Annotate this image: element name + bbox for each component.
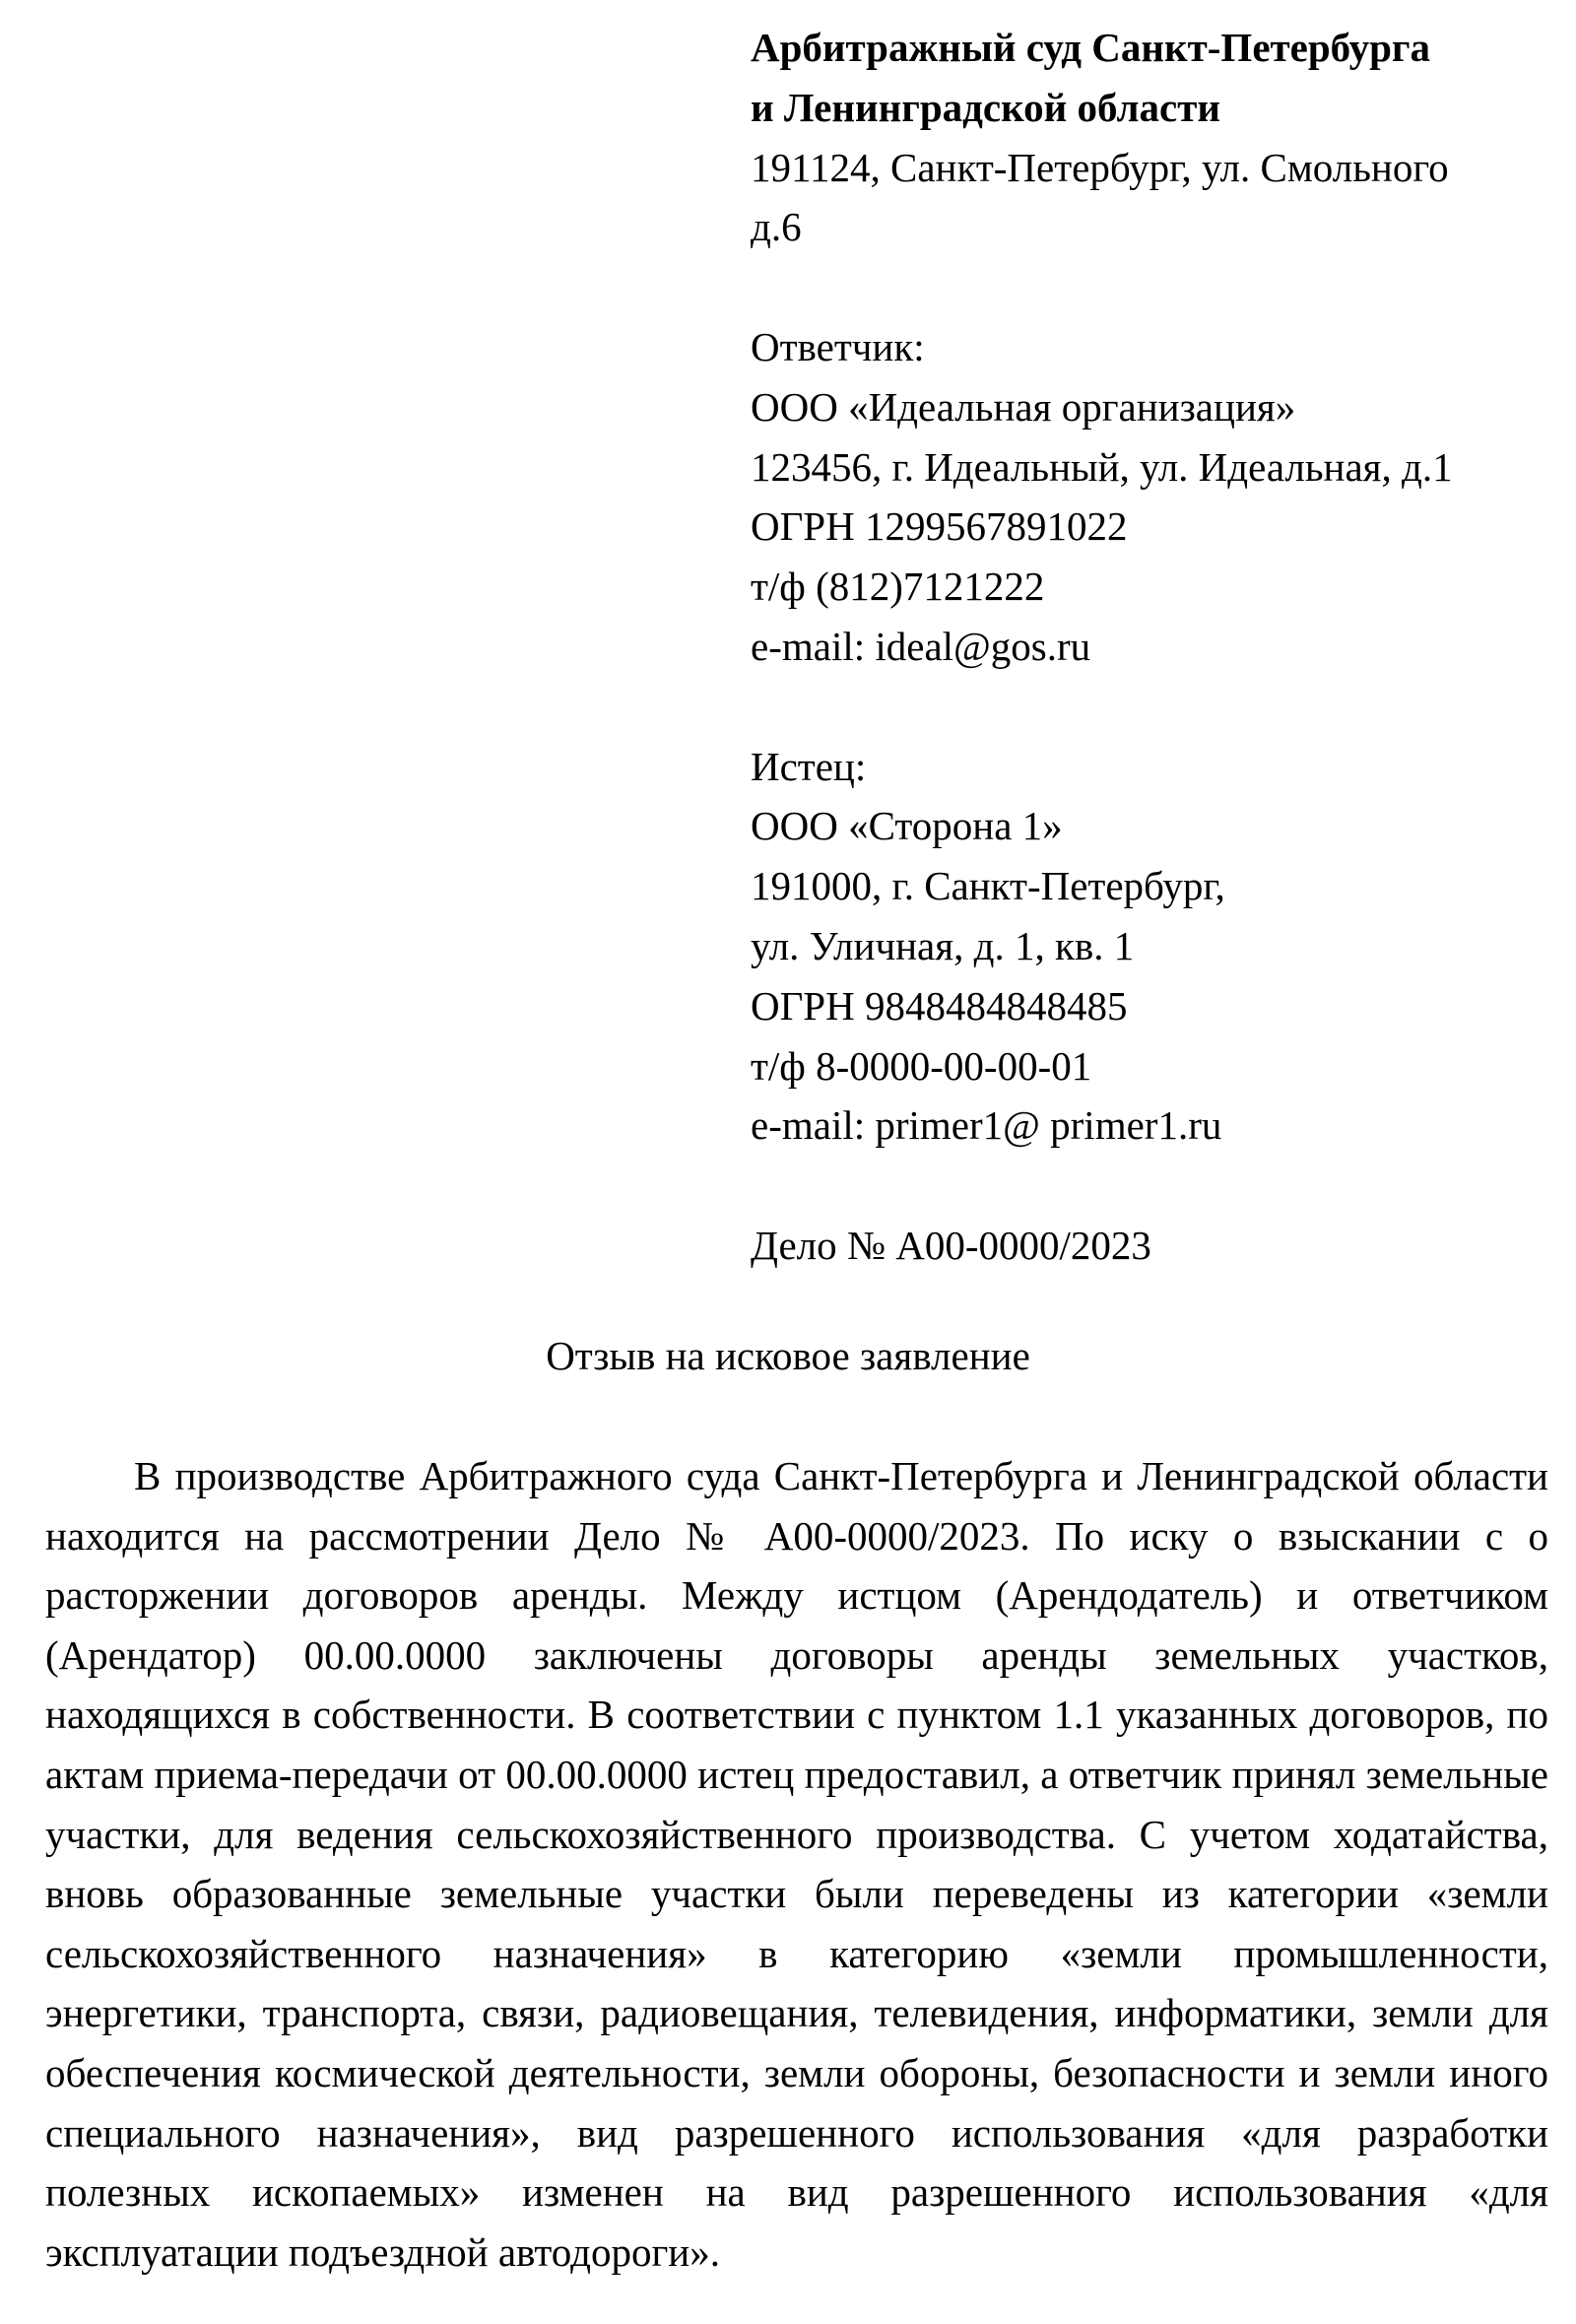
plaintiff-email: e-mail: primer1@ primer1.ru — [751, 1102, 1222, 1149]
defendant-email: e-mail: ideal@gos.ru — [751, 623, 1091, 669]
defendant-name: ООО «Идеальная организация» — [751, 383, 1296, 430]
defendant-phone: т/ф (812)7121222 — [751, 564, 1045, 610]
plaintiff-ogrn: ОГРН 9848484848485 — [751, 982, 1128, 1029]
plaintiff-phone: т/ф 8-0000-00-00-01 — [751, 1042, 1092, 1089]
plaintiff-label: Истец: — [751, 743, 867, 789]
plaintiff-address-line1: 191000, г. Санкт-Петербург, — [751, 863, 1225, 909]
document-title: Отзыв на исковое заявление — [546, 1333, 1030, 1378]
court-address-line1: 191124, Санкт-Петербург, ул. Смольного — [751, 144, 1449, 190]
spacer — [751, 677, 1558, 737]
spacer — [751, 257, 1558, 317]
defendant-ogrn: ОГРН 1299567891022 — [751, 503, 1128, 550]
spacer — [751, 1156, 1558, 1216]
court-name-line1: Арбитражный суд Санкт-Петербурга — [751, 25, 1431, 70]
court-address-line2: д.6 — [751, 204, 802, 250]
defendant-address: 123456, г. Идеальный, ул. Идеальная, д.1 — [751, 443, 1453, 490]
body-paragraph: В производстве Арбитражного суда Санкт-Петербурга и Ленинградской области находится на рассмотрении Дело № А00-0000/2023. По иску о взыскании с о расторжении договоров аренды. Между истцом (Арендодатель) и ответчиком (Арендатор) 00.00.0000 заключены договоры аренды земельных участков, находящихся в собственности. В соответствии с пунктом 1.1 указанных договоров, по актам приема-передачи от 00.00.0000 истец предоставил, а ответчик принял земельные участки, для ведения сельскохозяйственного производства. С учетом ходатайства, вновь образованные земельные участки были переведены из категории «земли сельскохозяйственного назначения» в категорию «земли промышленности, энергетики, транспорта, связи, радиовещания, телевидения, информатики, земли для обеспечения космической деятельности, земли обороны, безопасности и земли иного специального назначения», вид разрешенного использования «для разработки полезных ископаемых» изменен на вид разрешенного использования «для эксплуатации подъездной автодороги». — [45, 1453, 1548, 2275]
defendant-label: Ответчик: — [751, 323, 925, 369]
plaintiff-address-line2: ул. Уличная, д. 1, кв. 1 — [751, 922, 1135, 968]
plaintiff-name: ООО «Сторона 1» — [751, 803, 1063, 849]
addressee-block — [751, 18, 1558, 1276]
case-number: Дело № А00-0000/2023 — [751, 1222, 1151, 1268]
court-name-line2: и Ленинградской области — [751, 84, 1220, 130]
